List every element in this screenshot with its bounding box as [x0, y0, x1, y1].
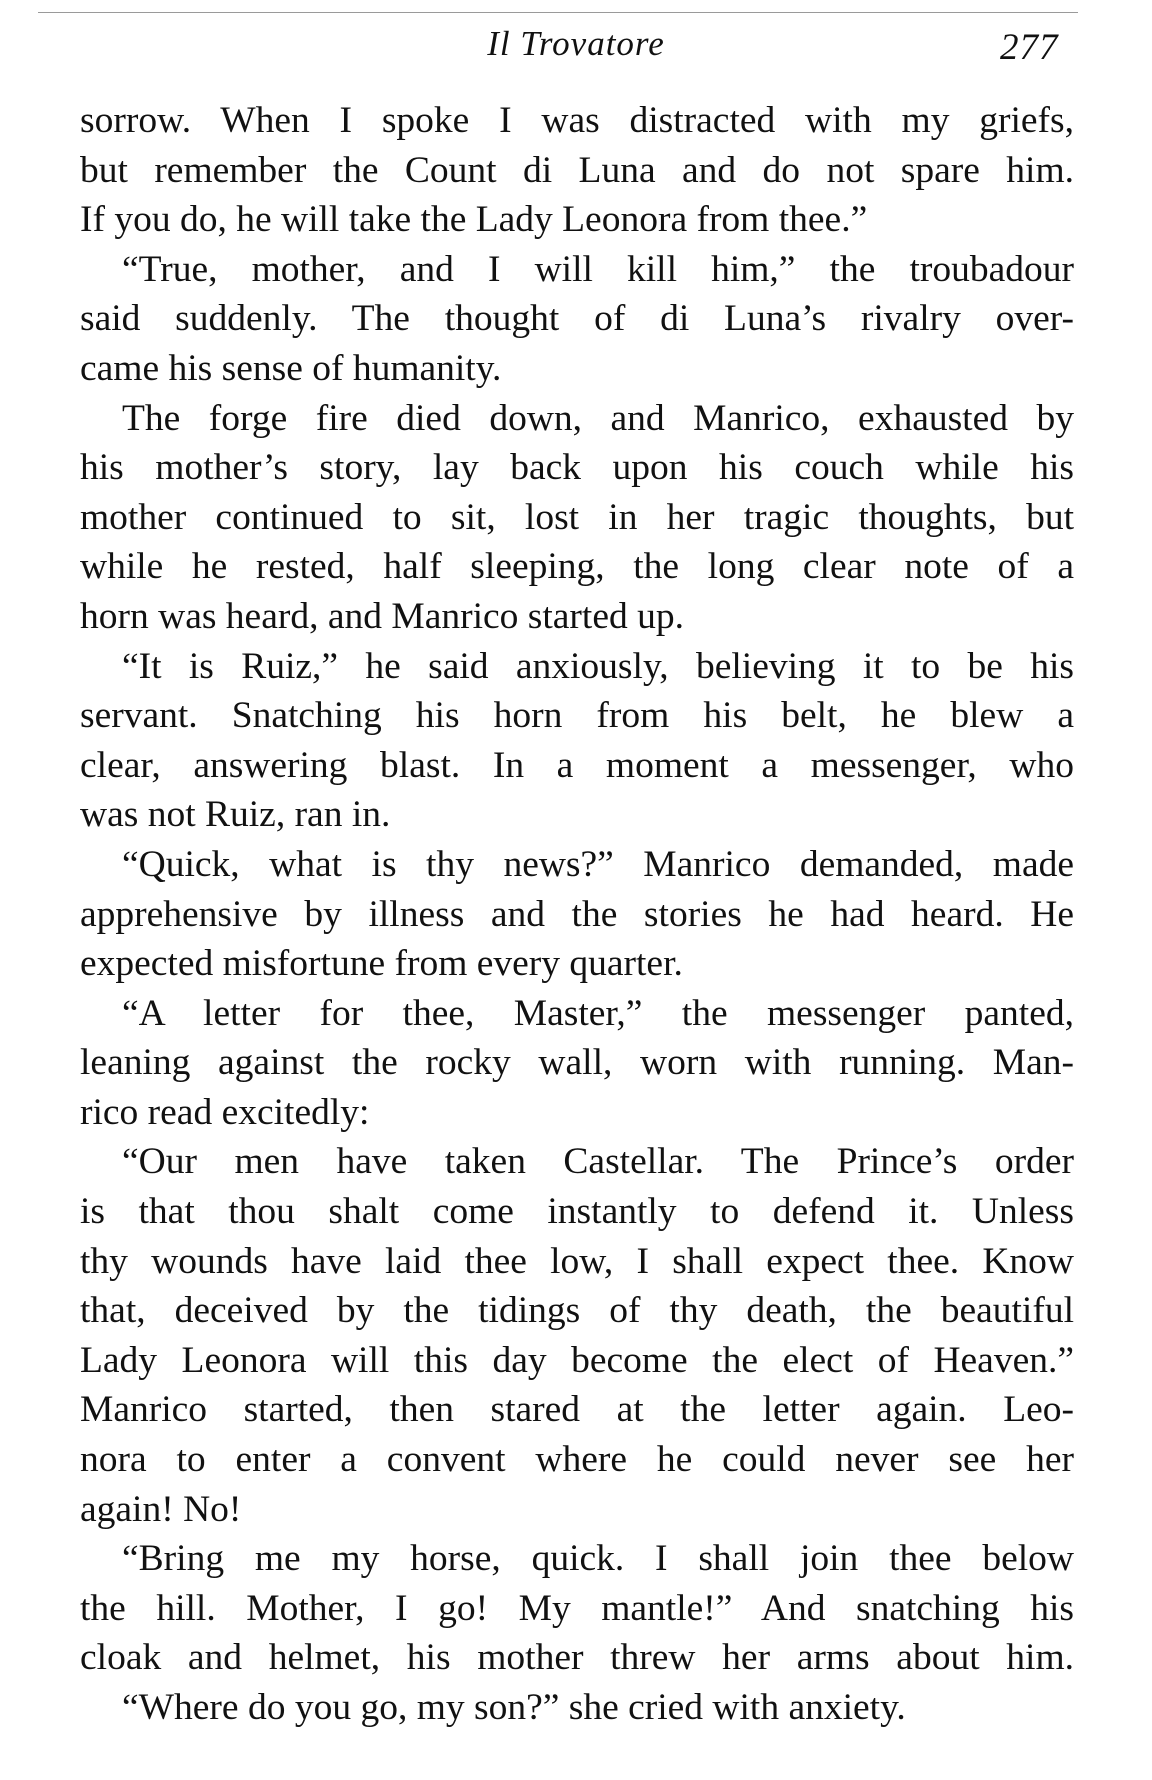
text-line: clear, answering blast. In a moment a messenger, who [80, 744, 1074, 786]
text-line: while he rested, half sleeping, the long clear note of a [80, 546, 1074, 588]
text-line: “Where do you go, my son?” she cried with anxiety. [122, 1687, 906, 1728]
text-line: The forge fire died down, and Manrico, exhausted by [122, 397, 1074, 439]
text-line: leaning against the rocky wall, worn with running. Man- [80, 1042, 1074, 1084]
text-line: apprehensive by illness and the stories he had heard. He [80, 893, 1074, 935]
text-line: cloak and helmet, his mother threw her arms about him. [80, 1637, 1074, 1679]
text-line: came his sense of humanity. [80, 347, 502, 389]
text-line: “A letter for thee, Master,” the messenger panted, [122, 992, 1074, 1034]
page-number: 277 [1000, 27, 1059, 68]
text-line: again! No! [80, 1488, 242, 1530]
text-line: nora to enter a convent where he could never see her [80, 1439, 1074, 1481]
text-line: his mother’s story, lay back upon his couch while his [80, 447, 1074, 489]
text-line: mother continued to sit, lost in her tragic thoughts, but [80, 496, 1074, 538]
text-line: servant. Snatching his horn from his belt, he blew a [80, 695, 1074, 737]
text-line: thy wounds have laid thee low, I shall expect thee. Know [80, 1240, 1074, 1282]
text-line: Manrico started, then stared at the letter again. Leo- [80, 1389, 1074, 1431]
text-line: “It is Ruiz,” he said anxiously, believing it to be his [122, 645, 1074, 687]
text-line: “Quick, what is thy news?” Manrico demanded, made [122, 843, 1074, 885]
text-line: “Bring me my horse, quick. I shall join thee below [122, 1538, 1074, 1580]
text-line: was not Ruiz, ran in. [80, 794, 391, 836]
text-line: rico read excitedly: [80, 1091, 370, 1133]
text-line: is that thou shalt come instantly to defend it. Unless [80, 1191, 1074, 1233]
text-line: the hill. Mother, I go! My mantle!” And snatching his [80, 1587, 1074, 1629]
text-line: sorrow. When I spoke I was distracted with my griefs, [80, 100, 1074, 141]
text-line: “Our men have taken Castellar. The Prince’s order [122, 1141, 1074, 1183]
text-line: Lady Leonora will this day become the elect of Heaven.” [80, 1339, 1074, 1381]
text-line: If you do, he will take the Lady Leonora from thee.” [80, 199, 868, 241]
text-line: said suddenly. The thought of di Luna’s rivalry over- [80, 298, 1074, 340]
page-body [80, 96, 1074, 1733]
running-title: Il Trovatore [487, 24, 665, 63]
text-line: horn was heard, and Manrico started up. [80, 595, 684, 637]
text-line: “True, mother, and I will kill him,” the troubadour [122, 248, 1074, 290]
text-line: expected misfortune from every quarter. [80, 943, 683, 985]
text-line: that, deceived by the tidings of thy death, the beautiful [80, 1290, 1074, 1332]
running-header [0, 22, 1152, 66]
top-rule [38, 12, 1078, 13]
text-line: but remember the Count di Luna and do not spare him. [80, 149, 1074, 191]
